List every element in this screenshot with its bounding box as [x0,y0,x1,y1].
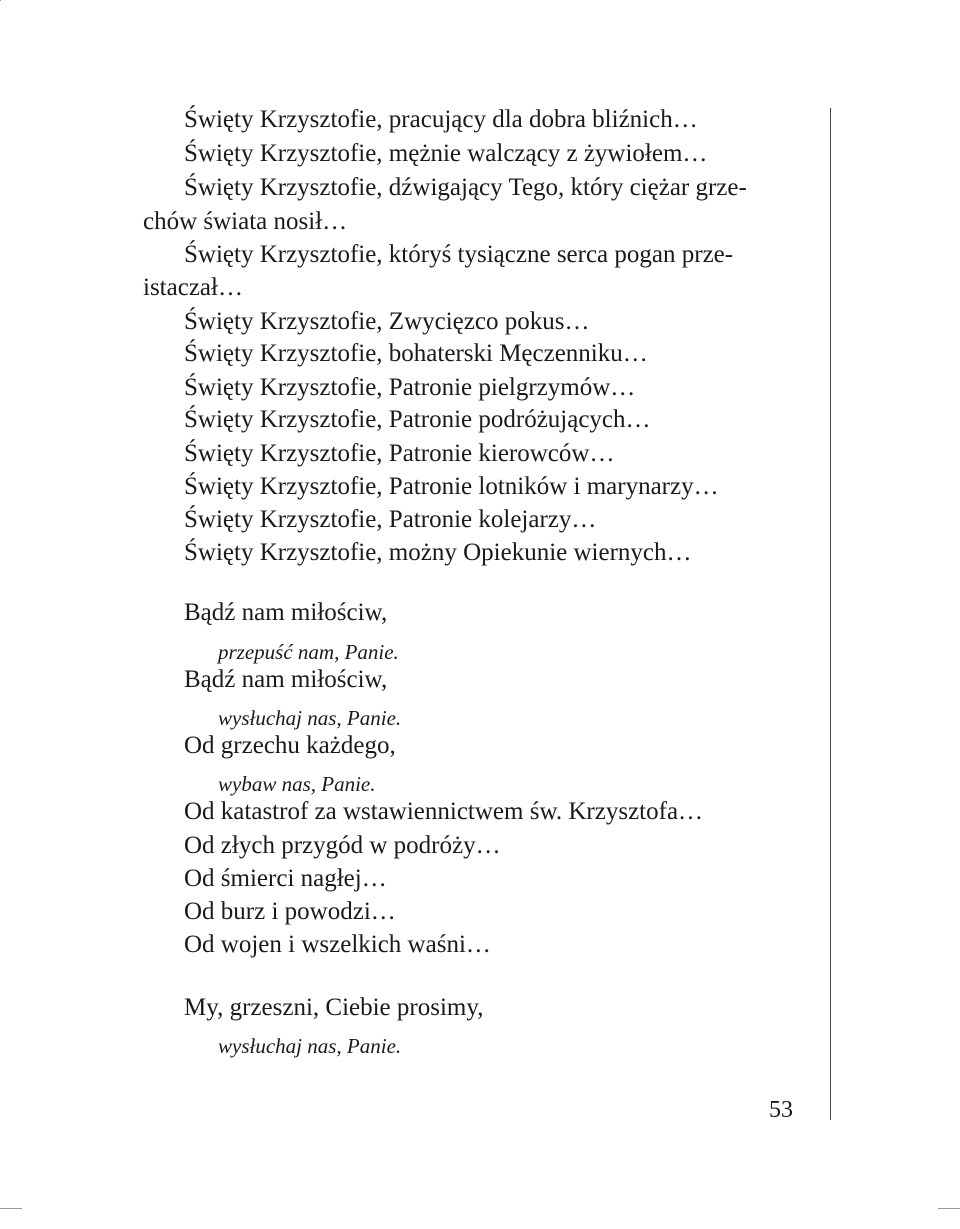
litany-line: Święty Krzysztofie, możny Opiekunie wiernych… [184,539,692,566]
petition: Od śmierci nagłej… [184,865,387,892]
petition: Od burz i powodzi… [184,898,396,925]
closing-petition: My, grzeszni, Ciebie prosimy, [184,994,484,1021]
crop-mark [0,0,1,1]
petition: Od grzechu każdego, [184,732,396,759]
response: wybaw nas, Panie. [218,772,376,796]
litany-line: Święty Krzysztofie, dźwigający Tego, który ciężar grze- [184,174,747,201]
page-number: 53 [769,1097,793,1123]
litany-line: Święty Krzysztofie, Patronie pielgrzymów… [184,374,636,401]
litany-line: Święty Krzysztofie, Patronie kolejarzy… [184,506,597,533]
petition: Od katastrof za wstawiennictwem św. Krzysztofa… [184,798,704,825]
margin-rule [830,108,831,1120]
crop-mark [938,1208,960,1209]
litany-line: Święty Krzysztofie, Patronie podróżujących… [184,406,651,433]
litany-line: Święty Krzysztofie, Zwycięzco pokus… [184,308,590,335]
litany-line-continued: istaczał… [143,274,243,301]
closing-response: wysłuchaj nas, Panie. [218,1034,402,1058]
petition: Od wojen i wszelkich waśni… [184,931,491,958]
litany-line: Święty Krzysztofie, Patronie kierowców… [184,440,615,467]
response: przepuść nam, Panie. [218,640,399,664]
petition: Od złych przygód w podróży… [184,832,501,859]
litany-line: Święty Krzysztofie, Patronie lotników i marynarzy… [184,473,719,500]
response: wysłuchaj nas, Panie. [218,706,402,730]
litany-line: Święty Krzysztofie, bohaterski Męczenniku… [184,340,648,367]
petition: Bądź nam miłościw, [184,666,388,693]
petition: Bądź nam miłościw, [184,599,388,626]
litany-line-continued: chów świata nosił… [143,208,348,235]
litany-line: Święty Krzysztofie, pracujący dla dobra bliźnich… [184,106,698,133]
litany-line: Święty Krzysztofie, któryś tysiączne serca pogan prze- [184,241,734,268]
crop-mark [0,1208,22,1209]
litany-line: Święty Krzysztofie, mężnie walczący z żywiołem… [184,140,708,167]
